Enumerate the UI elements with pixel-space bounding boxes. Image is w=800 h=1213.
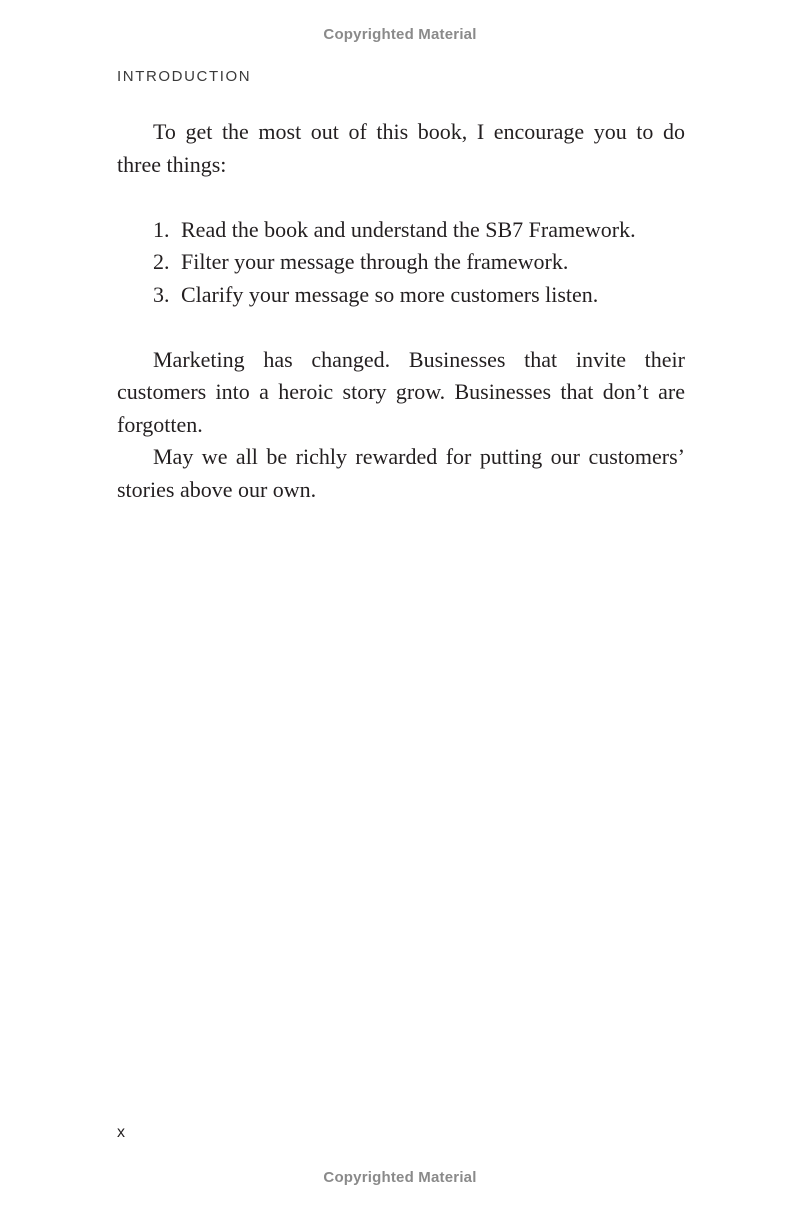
steps-list: [117, 214, 685, 312]
list-item-text: Clarify your message so more customers listen.: [181, 281, 599, 307]
page-number: x: [117, 1124, 125, 1141]
list-item: [117, 246, 685, 279]
list-item-number: 2.: [153, 249, 170, 274]
closing-paragraph: May we all be richly rewarded for putting our customers’ stories above our own.: [117, 444, 685, 502]
paragraph-spacer: [117, 311, 685, 344]
running-head: INTRODUCTION: [117, 68, 252, 85]
page-body: [117, 116, 685, 506]
list-item: [117, 214, 685, 247]
intro-paragraph: To get the most out of this book, I encourage you to do three things:: [117, 119, 685, 177]
paragraph-spacer: [117, 181, 685, 214]
list-item-number: 1.: [153, 216, 170, 242]
list-item-text: Filter your message through the framework.: [181, 249, 569, 274]
list-item: [117, 279, 685, 312]
list-item-text: Read the book and understand the SB7 Framework.: [181, 216, 636, 242]
copyright-watermark-bottom: Copyrighted Material: [323, 1169, 477, 1186]
copyright-watermark-top: Copyrighted Material: [323, 26, 477, 43]
marketing-paragraph: Marketing has changed. Businesses that invite their customers into a heroic story grow. Businesses that don’t are forgotten.: [117, 346, 685, 437]
list-item-number: 3.: [153, 281, 170, 307]
